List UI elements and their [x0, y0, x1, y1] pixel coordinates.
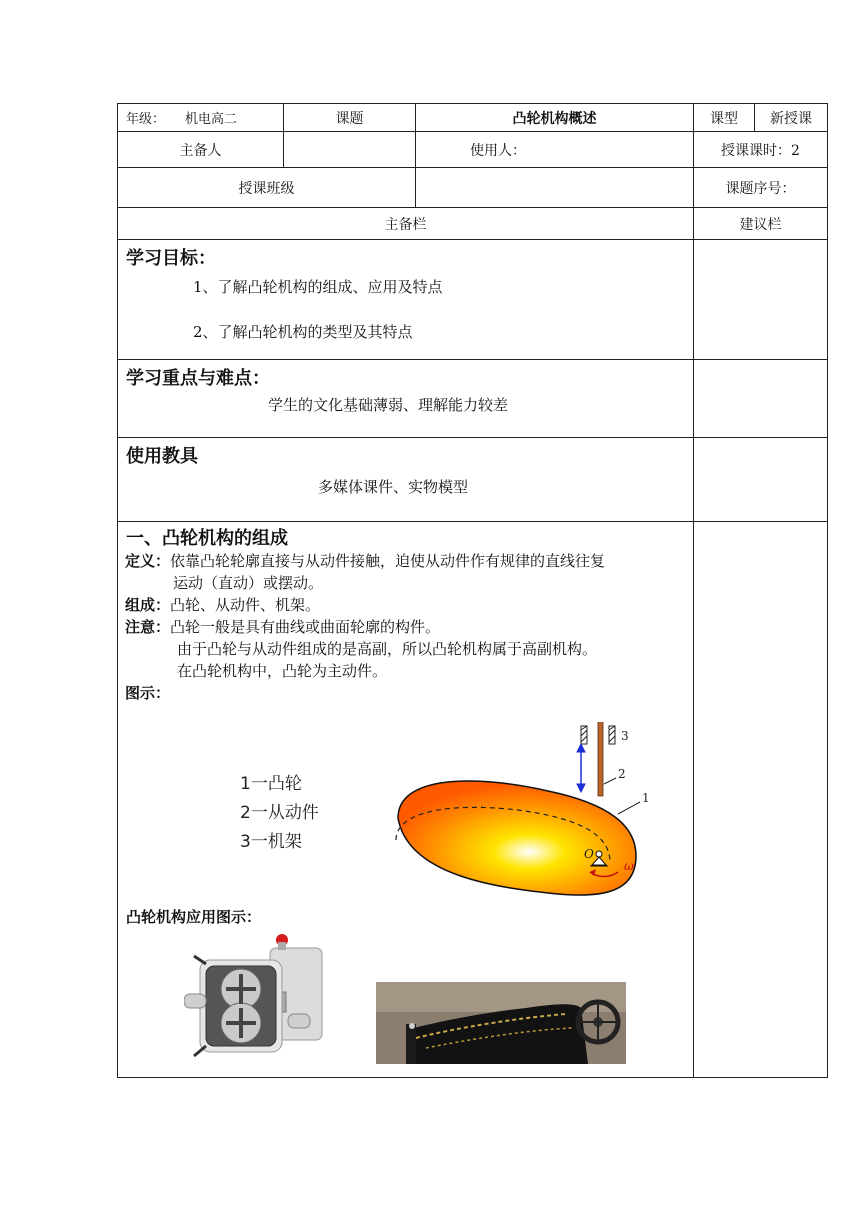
cam-legend: [240, 774, 319, 852]
preparer-value: [284, 132, 416, 168]
user-label: 使用人：: [470, 142, 526, 159]
note-line: [125, 616, 693, 638]
section1-cell: [118, 522, 694, 1078]
sewing-machine-image: [376, 982, 626, 1064]
note-label: 注意：: [125, 618, 171, 636]
objective-item: 2、了解凸轮机构的类型及其特点: [193, 323, 413, 341]
cam-body: [396, 781, 636, 895]
definition-text: 依靠凸轮轮廓直接与从动件接触，迫使从动件作有规律的直线往复: [170, 552, 606, 570]
motion-arrow: [577, 744, 585, 792]
suggest-column-header: 建议栏: [694, 208, 828, 240]
key-points-cell: [118, 360, 694, 438]
definition-label: 定义：: [125, 552, 171, 570]
lesson-plan-page: [117, 103, 827, 1079]
lesson-plan-table: [117, 103, 828, 1078]
preparer-label: 主备人: [118, 132, 284, 168]
grade-label: 年级：: [126, 112, 166, 127]
grade-cell: [118, 104, 284, 132]
class-label: 授课班级: [118, 168, 416, 208]
section1-heading: 一、凸轮机构的组成: [126, 528, 288, 549]
tools-heading: 使用教具: [126, 446, 198, 467]
lobe-pump-image: [184, 934, 334, 1064]
legend-cam: 1一凸轮: [240, 774, 302, 794]
cam-mechanism-figure: [238, 722, 678, 902]
user-cell: [416, 132, 694, 168]
tools-text: 多媒体课件、实物模型: [318, 478, 469, 496]
legend-follower: 2一从动件: [240, 803, 319, 823]
application-label: 凸轮机构应用图示：: [126, 908, 262, 926]
key-points-text: 学生的文化基础薄弱、理解能力较差: [268, 396, 509, 414]
objective-item: 1、了解凸轮机构的组成、应用及特点: [193, 278, 443, 296]
mark-3: 3: [621, 729, 629, 743]
note-text: 凸轮一般是具有曲线或曲面轮廓的构件。: [170, 618, 441, 636]
mark-o: O: [584, 847, 594, 861]
type-value: 新授课: [755, 104, 828, 132]
definition-text-cont: 运动（直动）或摆动。: [173, 574, 324, 592]
follower-rod: [598, 722, 603, 796]
seq-label: 课题序号：: [694, 168, 828, 208]
composition-text: 凸轮、从动件、机架。: [170, 596, 321, 614]
composition-label: 组成：: [125, 596, 171, 614]
suggest-cell: [694, 522, 828, 1078]
page-title: 凸轮机构概述: [416, 104, 694, 132]
note-text: 在凸轮机构中，凸轮为主动件。: [177, 662, 388, 680]
note-text: 由于凸轮与从动件组成的是高副，所以凸轮机构属于高副机构。: [177, 640, 598, 658]
definition-line: [125, 550, 693, 572]
objectives-cell: [118, 240, 694, 360]
hours-label: 授课课时：2: [694, 132, 828, 168]
suggest-cell: [694, 240, 828, 360]
topic-label: 课题: [284, 104, 416, 132]
suggest-cell: [694, 360, 828, 438]
mark-1: 1: [642, 791, 650, 805]
figure-label: 图示：: [125, 684, 171, 702]
main-column-header: 主备栏: [118, 208, 694, 240]
type-label: 课型: [694, 104, 755, 132]
suggest-cell: [694, 438, 828, 522]
composition-line: [125, 594, 693, 616]
grade-value: 机电高二: [185, 112, 238, 127]
objectives-heading: 学习目标：: [126, 248, 216, 269]
mark-2: 2: [618, 767, 626, 781]
key-points-heading: 学习重点与难点：: [126, 368, 270, 389]
tools-cell: [118, 438, 694, 522]
class-value: [416, 168, 694, 208]
legend-frame: 3一机架: [240, 832, 302, 852]
mark-omega: ω: [624, 859, 634, 873]
